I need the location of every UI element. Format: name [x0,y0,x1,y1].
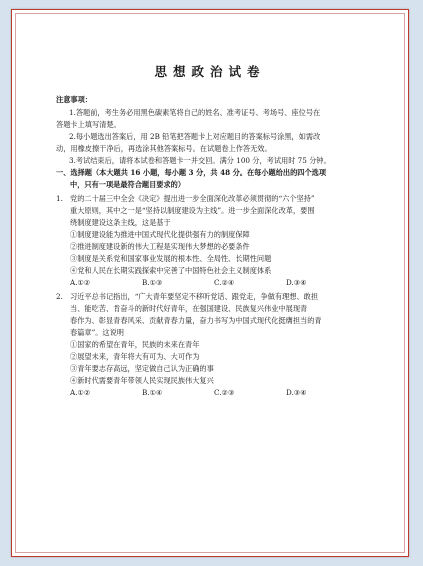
choice-b: B.①④ [142,388,163,397]
question-1 [56,193,396,289]
statement-option: ④党和人民在长期实践探索中完善了中国特色社会主义制度体系 [70,266,272,275]
question-stem-line: 党的二十届三中全会《决定》提出进一步全面深化改革必须贯彻的“六个坚持” [70,194,315,203]
statement-option: ①制度建设能为推进中国式现代化提供强有力的制度保障 [70,230,250,239]
statement-option: ③青年要志存高远，坚定做自己认为正确的事 [70,364,214,373]
answer-choices [56,277,396,289]
notice-item-2-line-1: 2.每小题选出答案后，用 2B 铅笔把答题卡上对应题目的答案标号涂黑，如需改 [69,132,321,141]
question-number: 2. [56,292,63,301]
question-stem-line: 绕制度建设这条主线，这是基于 [70,218,171,227]
statement-option: ④新时代需要青年带领人民实现民族伟大复兴 [70,376,214,385]
question-stem-line: 重大原则，其中之一是“坚持以制度建设为主线”。进一步全面深化改革，要围 [70,206,315,215]
section-heading-line-1: 一、选择题（本大题共 16 小题，每小题 3 分，共 48 分。在每小题给出的四个选项 [56,168,327,177]
choice-c: C.②④ [214,278,235,287]
question-stem-line: 习近平总书记指出，“广大青年要坚定不移听党话、跟党走，争做有理想、敢担 [70,292,319,301]
question-number: 1. [56,194,63,203]
statement-option: ③制度是关系党和国家事业发展的根本性、全局性、长期性问题 [70,254,272,263]
answer-choices [56,387,396,399]
choice-b: B.①③ [142,278,163,287]
notice-item-2-line-2: 动，用橡皮擦干净后，再选涂其他答案标号。在试题卷上作答无效。 [56,144,272,153]
choice-d: D.③④ [286,278,307,287]
notice-item-1-line-2: 答题卡上填写清楚。 [56,120,121,129]
exam-content [56,94,396,399]
statement-option: ②展望未来，青年将大有可为、大可作为 [70,352,200,361]
notice-item-3: 3.考试结束后，请将本试卷和答题卡一并交回。满分 100 分，考试用时 75 分钟。 [69,156,331,165]
statement-option: ②推进制度建设新的伟大工程是实现伟大梦想的必要条件 [70,242,250,251]
exam-page [11,9,409,557]
page-title: 思想政治试卷 [154,64,266,79]
notice-heading: 注意事项： [56,95,92,104]
question-stem-line: 当、能吃苦、肯奋斗的新时代好青年，在强国建设、民族复兴伟业中展现青 [70,304,308,313]
question-2 [56,291,396,399]
choice-c: C.②③ [214,388,235,397]
section-heading-line-2: 中，只有一项是最符合题目要求的） [70,180,186,189]
choice-a: A.①② [70,388,91,397]
question-stem-line: 春篇章”。这说明 [70,328,124,337]
choice-a: A.①② [70,278,91,287]
statement-option: ①国家的希望在青年，民族的未来在青年 [70,340,200,349]
notice-item-1-line-1: 1.答题前，考生务必用黑色碳素笔将自己的姓名、准考证号、考场号、座位号在 [69,108,321,117]
question-stem-line: 春作为、彰显青春风采、贡献青春力量，奋力书写为中国式现代化挺膺担当的青 [70,316,322,325]
choice-d: D.③④ [286,388,307,397]
